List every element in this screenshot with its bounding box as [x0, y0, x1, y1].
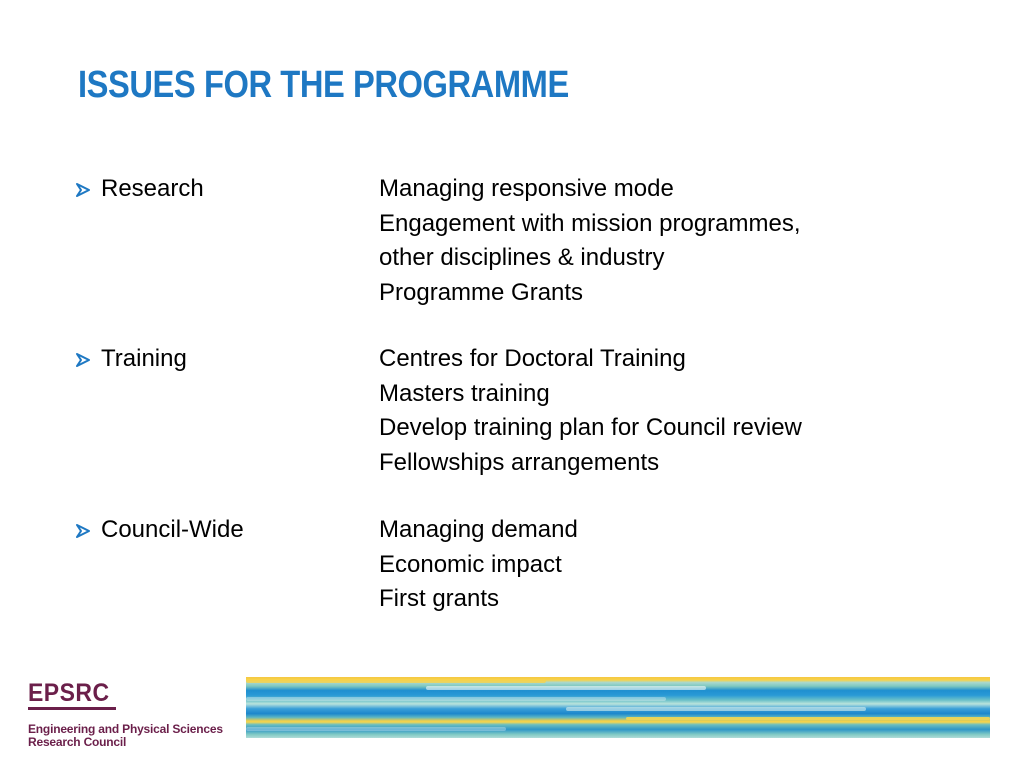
detail-item: Masters training	[379, 379, 550, 407]
detail-list	[379, 342, 802, 480]
bullet-label: Training	[101, 345, 187, 372]
detail-item: Programme Grants	[379, 278, 584, 306]
decorative-banner	[246, 677, 990, 738]
org-name-line-1: Engineering and Physical Sciences	[28, 722, 223, 736]
section-research	[74, 172, 974, 306]
detail-item: Managing responsive mode	[379, 175, 674, 202]
arrow-bullet-icon	[74, 513, 94, 548]
banner-streak	[566, 707, 866, 711]
bullet-label: Council-Wide	[101, 516, 244, 543]
detail-list	[379, 172, 801, 310]
banner-streak	[626, 717, 990, 720]
org-name-line-2: Research Council	[28, 735, 127, 749]
detail-item: Centres for Doctoral Training	[379, 345, 686, 372]
detail-item: Develop training plan for Council review	[379, 414, 802, 441]
epsrc-logo	[28, 680, 228, 749]
arrow-bullet-icon	[74, 342, 94, 377]
logo-wordmark: EPSRC	[28, 679, 110, 707]
bullet-label: Research	[101, 175, 204, 202]
detail-item: Economic impact	[379, 550, 562, 578]
banner-streak	[426, 686, 706, 690]
banner-streak	[246, 727, 506, 731]
section-training	[74, 342, 974, 476]
detail-item: First grants	[379, 585, 500, 612]
detail-item: Managing demand	[379, 516, 578, 543]
logo-underline	[28, 707, 116, 710]
slide-title: ISSUES FOR THE PROGRAMME	[78, 64, 569, 106]
detail-item: Fellowships arrangements	[379, 448, 660, 476]
detail-item: Engagement with mission programmes,	[379, 209, 801, 237]
section-council-wide	[74, 513, 974, 612]
banner-streak	[246, 679, 546, 683]
detail-list	[379, 513, 578, 617]
detail-item: other disciplines & industry	[379, 244, 665, 271]
banner-streak	[246, 697, 666, 701]
arrow-bullet-icon	[74, 172, 94, 207]
